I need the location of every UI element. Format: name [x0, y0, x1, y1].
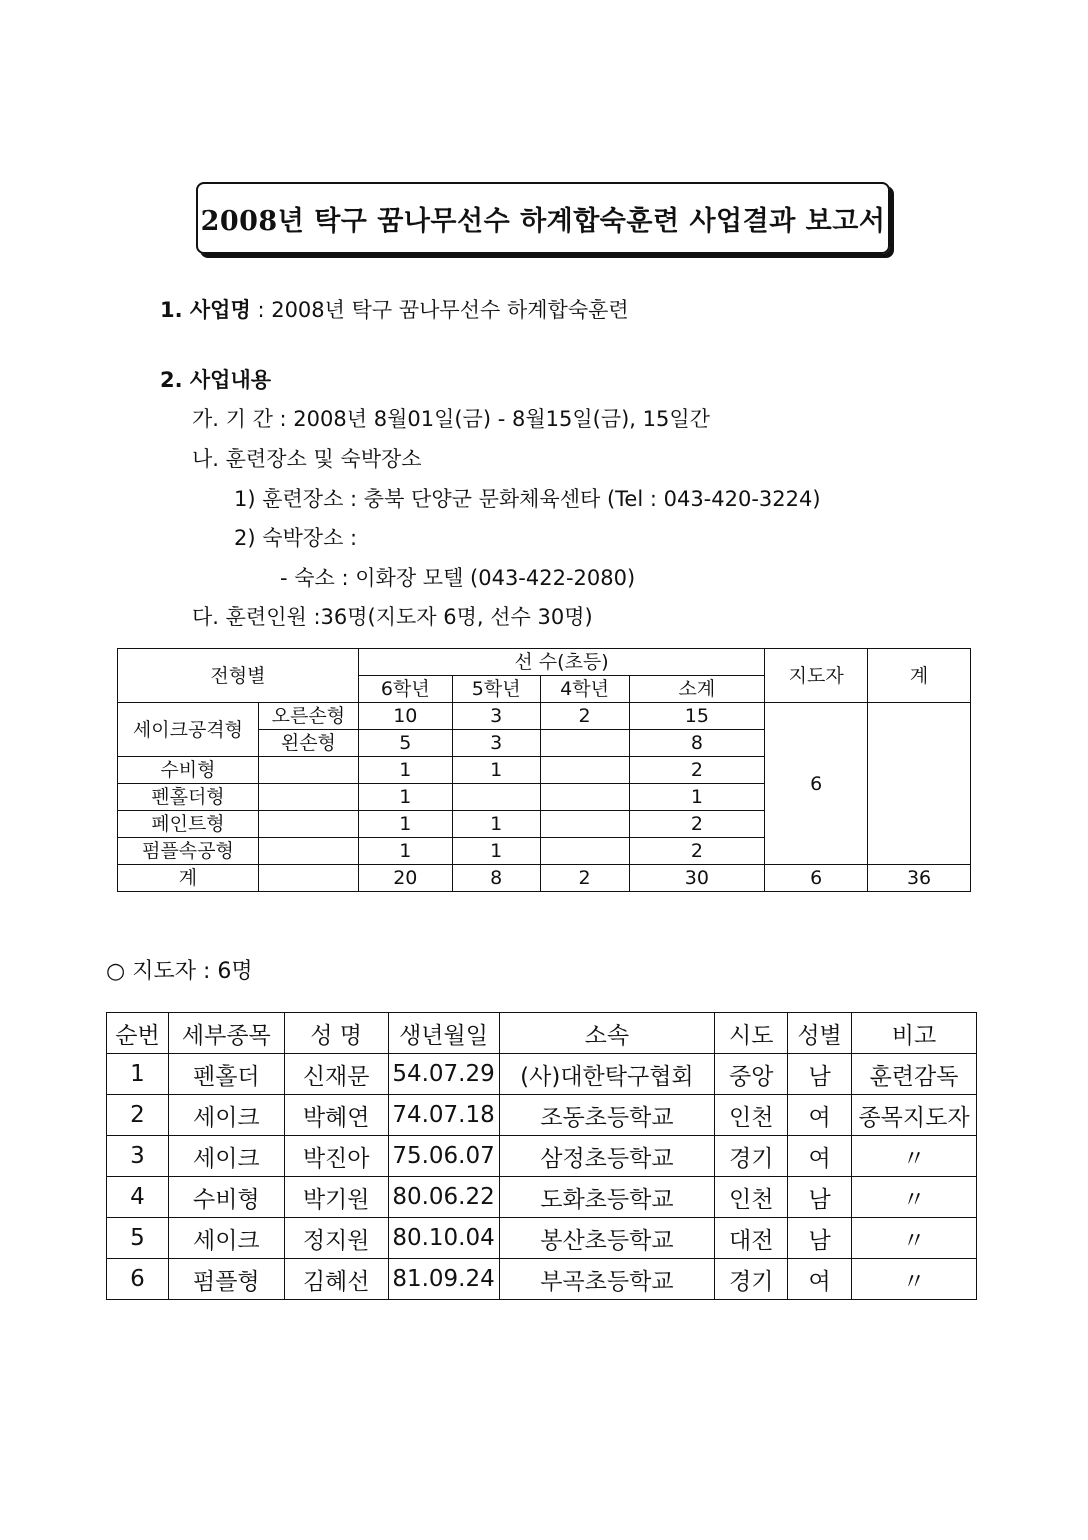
- table-cell: 남: [788, 1218, 852, 1259]
- training-venue: 1) 훈련장소 : 충북 단양군 문화체육센타 (Tel : 043-420-3224): [234, 487, 821, 511]
- table-cell: 1: [358, 757, 452, 784]
- table-row: [118, 649, 971, 676]
- table-cell: 도화초등학교: [499, 1177, 715, 1218]
- table-header-row: [107, 1013, 977, 1054]
- table-cell: 6: [765, 865, 868, 892]
- table-cell: 2: [540, 865, 629, 892]
- table-cell: 박진아: [284, 1136, 388, 1177]
- total-empty: [868, 703, 971, 865]
- headcount-line: 다. 훈련인원 :36명(지도자 6명, 선수 30명): [192, 605, 593, 629]
- table-cell: 〃: [852, 1136, 977, 1177]
- table-cell: [258, 838, 358, 865]
- header-cell: 세부종목: [168, 1013, 284, 1054]
- table-cell: 10: [358, 703, 452, 730]
- participants-table: [117, 648, 971, 892]
- table-row: [107, 1177, 977, 1218]
- coaches-heading: ○ 지도자 : 6명: [106, 959, 253, 984]
- section-1-label: 1. 사업명: [160, 298, 251, 322]
- table-cell: [258, 784, 358, 811]
- row-type: 펜홀더형: [118, 784, 259, 811]
- table-cell: 4: [107, 1177, 169, 1218]
- table-cell: 1: [358, 784, 452, 811]
- table-cell: 부곡초등학교: [499, 1259, 715, 1300]
- table-cell: 박혜연: [284, 1095, 388, 1136]
- table-cell: 15: [629, 703, 765, 730]
- table-cell: 6: [107, 1259, 169, 1300]
- table-cell: 〃: [852, 1177, 977, 1218]
- table-cell: 1: [452, 757, 540, 784]
- table-cell: 8: [629, 730, 765, 757]
- table-cell: 54.07.29: [388, 1054, 499, 1095]
- header-subtotal: 소계: [629, 676, 765, 703]
- table-cell: (사)대한탁구협회: [499, 1054, 715, 1095]
- header-grade4: 4학년: [540, 676, 629, 703]
- table-cell: 인천: [715, 1177, 788, 1218]
- table-cell: 세이크: [168, 1095, 284, 1136]
- table-cell: 종목지도자: [852, 1095, 977, 1136]
- table-cell: 3: [452, 730, 540, 757]
- table-cell: 80.06.22: [388, 1177, 499, 1218]
- table-row: [107, 1259, 977, 1300]
- header-grade5: 5학년: [452, 676, 540, 703]
- table-cell: 5: [107, 1218, 169, 1259]
- table-row: [107, 1218, 977, 1259]
- table-cell: [258, 757, 358, 784]
- table-cell: [540, 784, 629, 811]
- table-cell: 30: [629, 865, 765, 892]
- table-cell: 81.09.24: [388, 1259, 499, 1300]
- table-row: [107, 1054, 977, 1095]
- header-type: 전형별: [118, 649, 359, 703]
- table-cell: 1: [358, 811, 452, 838]
- section-1-sep: :: [250, 298, 272, 322]
- venue-heading: 나. 훈련장소 및 숙박장소: [192, 447, 422, 471]
- row-type: 세이크공격형: [118, 703, 259, 757]
- table-cell: [540, 838, 629, 865]
- table-cell: 훈련감독: [852, 1054, 977, 1095]
- header-total: 계: [868, 649, 971, 703]
- table-cell: 80.10.04: [388, 1218, 499, 1259]
- table-cell: 삼정초등학교: [499, 1136, 715, 1177]
- table-cell: 대전: [715, 1218, 788, 1259]
- table-cell: 2: [629, 757, 765, 784]
- coaches-table: [106, 1012, 977, 1300]
- table-cell: 2: [107, 1095, 169, 1136]
- table-cell: 여: [788, 1136, 852, 1177]
- section-1: [160, 296, 629, 324]
- lodging-detail: - 숙소 : 이화장 모텔 (043-422-2080): [280, 566, 636, 590]
- table-cell: 3: [452, 703, 540, 730]
- table-cell: 조동초등학교: [499, 1095, 715, 1136]
- table-cell: 경기: [715, 1259, 788, 1300]
- table-cell: 인천: [715, 1095, 788, 1136]
- coach-count: 6: [765, 703, 868, 865]
- page-title: 2008년 탁구 꿈나무선수 하계합숙훈련 사업결과 보고서: [200, 205, 886, 237]
- section-1-value: 2008년 탁구 꿈나무선수 하계합숙훈련: [271, 298, 629, 322]
- header-cell: 성별: [788, 1013, 852, 1054]
- table-cell: 박기원: [284, 1177, 388, 1218]
- title-box: [196, 182, 890, 254]
- table-cell: [452, 784, 540, 811]
- table-cell: 남: [788, 1177, 852, 1218]
- header-cell: 생년월일: [388, 1013, 499, 1054]
- table-cell: 봉산초등학교: [499, 1218, 715, 1259]
- table-cell: 경기: [715, 1136, 788, 1177]
- table-cell: 남: [788, 1054, 852, 1095]
- table-cell: 〃: [852, 1259, 977, 1300]
- table-cell: 중앙: [715, 1054, 788, 1095]
- table-row: [118, 865, 971, 892]
- table-row: [107, 1136, 977, 1177]
- table-cell: [258, 811, 358, 838]
- table-cell: 1: [358, 838, 452, 865]
- table-cell: [540, 730, 629, 757]
- table-cell: 75.06.07: [388, 1136, 499, 1177]
- table-cell: 펜홀더: [168, 1054, 284, 1095]
- table-cell: 2: [629, 811, 765, 838]
- row-subtype: 왼손형: [258, 730, 358, 757]
- table-cell: 여: [788, 1259, 852, 1300]
- table-cell: 20: [358, 865, 452, 892]
- row-type: 페인트형: [118, 811, 259, 838]
- table-cell: 여: [788, 1095, 852, 1136]
- table-row: [118, 703, 971, 730]
- row-type: 펌플속공형: [118, 838, 259, 865]
- header-cell: 순번: [107, 1013, 169, 1054]
- section-2-label: 2. 사업내용: [160, 368, 272, 392]
- table-cell: 5: [358, 730, 452, 757]
- table-cell: 김혜선: [284, 1259, 388, 1300]
- table-cell: 1: [629, 784, 765, 811]
- row-type: 수비형: [118, 757, 259, 784]
- table-row: [107, 1095, 977, 1136]
- table-cell: 1: [107, 1054, 169, 1095]
- table-cell: [540, 757, 629, 784]
- table-cell: 36: [868, 865, 971, 892]
- row-subtype: 오른손형: [258, 703, 358, 730]
- table-cell: 세이크: [168, 1218, 284, 1259]
- header-cell: 소속: [499, 1013, 715, 1054]
- table-cell: 74.07.18: [388, 1095, 499, 1136]
- table-cell: [258, 865, 358, 892]
- table-cell: 2: [629, 838, 765, 865]
- table-cell: 세이크: [168, 1136, 284, 1177]
- table-cell: 1: [452, 838, 540, 865]
- header-players: 선 수(초등): [358, 649, 764, 676]
- table-cell: 8: [452, 865, 540, 892]
- header-coach: 지도자: [765, 649, 868, 703]
- total-label: 계: [118, 865, 259, 892]
- table-cell: 정지원: [284, 1218, 388, 1259]
- lodging-heading: 2) 숙박장소 :: [234, 526, 358, 550]
- table-cell: 〃: [852, 1218, 977, 1259]
- header-grade6: 6학년: [358, 676, 452, 703]
- header-cell: 성 명: [284, 1013, 388, 1054]
- table-cell: 수비형: [168, 1177, 284, 1218]
- table-cell: 1: [452, 811, 540, 838]
- table-cell: 3: [107, 1136, 169, 1177]
- header-cell: 시도: [715, 1013, 788, 1054]
- table-cell: 펌플형: [168, 1259, 284, 1300]
- table-cell: [540, 811, 629, 838]
- period-line: 가. 기 간 : 2008년 8월01일(금) - 8월15일(금), 15일간: [192, 407, 710, 431]
- table-cell: 2: [540, 703, 629, 730]
- table-cell: 신재문: [284, 1054, 388, 1095]
- header-cell: 비고: [852, 1013, 977, 1054]
